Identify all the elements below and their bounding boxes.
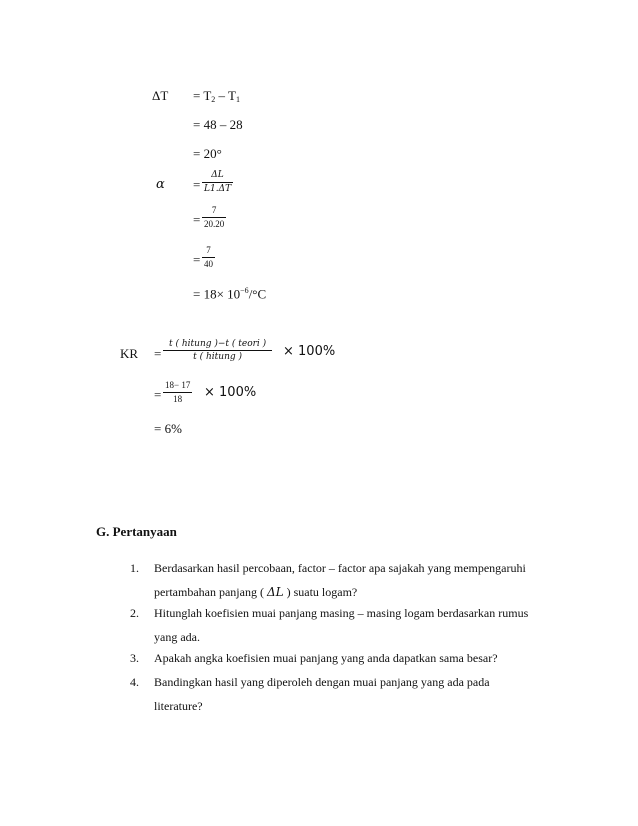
list-item xyxy=(130,646,550,670)
alpha-fraction-3-numerator: 7 xyxy=(202,245,215,258)
question-number: 3. xyxy=(130,651,139,665)
delta-t-equation-1: = $T_2 - T_1$ xyxy=(193,88,241,104)
kr-times-100-2: × 100% xyxy=(204,385,257,400)
kr-fraction-1 xyxy=(163,339,272,363)
list-item xyxy=(130,556,550,604)
question-text: Bandingkan hasil yang diperoleh dengan muai panjang yang ada pada literature? xyxy=(154,675,490,713)
alpha-fraction-2-numerator: 7 xyxy=(202,205,226,218)
delta-t-equation-2: = 48 – 28 xyxy=(193,117,243,132)
kr-times-100-1: × 100% xyxy=(283,344,336,359)
kr-fraction-2 xyxy=(163,380,192,405)
alpha-label: α xyxy=(156,177,165,192)
alpha-eq-sign-2: = xyxy=(193,212,201,227)
alpha-fraction-3 xyxy=(202,245,215,270)
kr-fraction-1-denominator: t ( hitung ) xyxy=(193,352,243,362)
kr-fraction-1-numerator: t ( hitung )−t ( teori ) xyxy=(163,339,272,351)
alpha-fraction-3-denominator: 40 xyxy=(204,259,213,269)
question-number: 4. xyxy=(130,675,139,689)
alpha-fraction-2-denominator: 20.20 xyxy=(204,219,225,229)
kr-label: KR xyxy=(120,346,139,361)
alpha-eq-sign-1: = xyxy=(193,177,201,192)
section-title: G. Pertanyaan xyxy=(96,524,177,539)
list-item xyxy=(130,601,550,649)
alpha-eq-sign-3: = xyxy=(193,252,201,267)
kr-fraction-2-numerator: 18− 17 xyxy=(163,380,192,393)
alpha-fraction-1 xyxy=(202,170,233,195)
kr-eq-sign-1: = xyxy=(154,346,162,361)
alpha-fraction-2 xyxy=(202,205,226,230)
kr-result: = 6% xyxy=(154,421,182,436)
alpha-fraction-1-numerator: ΔL xyxy=(202,170,233,183)
question-number: 1. xyxy=(130,561,139,575)
delta-t-equation-3: = 20° xyxy=(193,146,222,161)
question-number: 2. xyxy=(130,606,139,620)
question-text: Hitunglah koefisien muai panjang masing – masing logam berdasarkan rumus yang ada. xyxy=(154,606,529,644)
delta-t-label: ΔT xyxy=(152,88,169,103)
list-item xyxy=(130,670,550,718)
question-text: Apakah angka koefisien muai panjang yang anda dapatkan sama besar? xyxy=(154,651,498,665)
kr-eq-sign-2: = xyxy=(154,387,162,402)
alpha-result: = $18\times 10^{-6}/^\circ C$ xyxy=(193,286,267,302)
question-text: Berdasarkan hasil percobaan, factor – factor apa sajakah yang mempengaruhi pertambahan panjang ( ΔL ) suatu logam? xyxy=(154,561,526,599)
alpha-fraction-1-denominator: L1.ΔT xyxy=(204,184,232,194)
kr-fraction-2-denominator: 18 xyxy=(173,394,183,404)
